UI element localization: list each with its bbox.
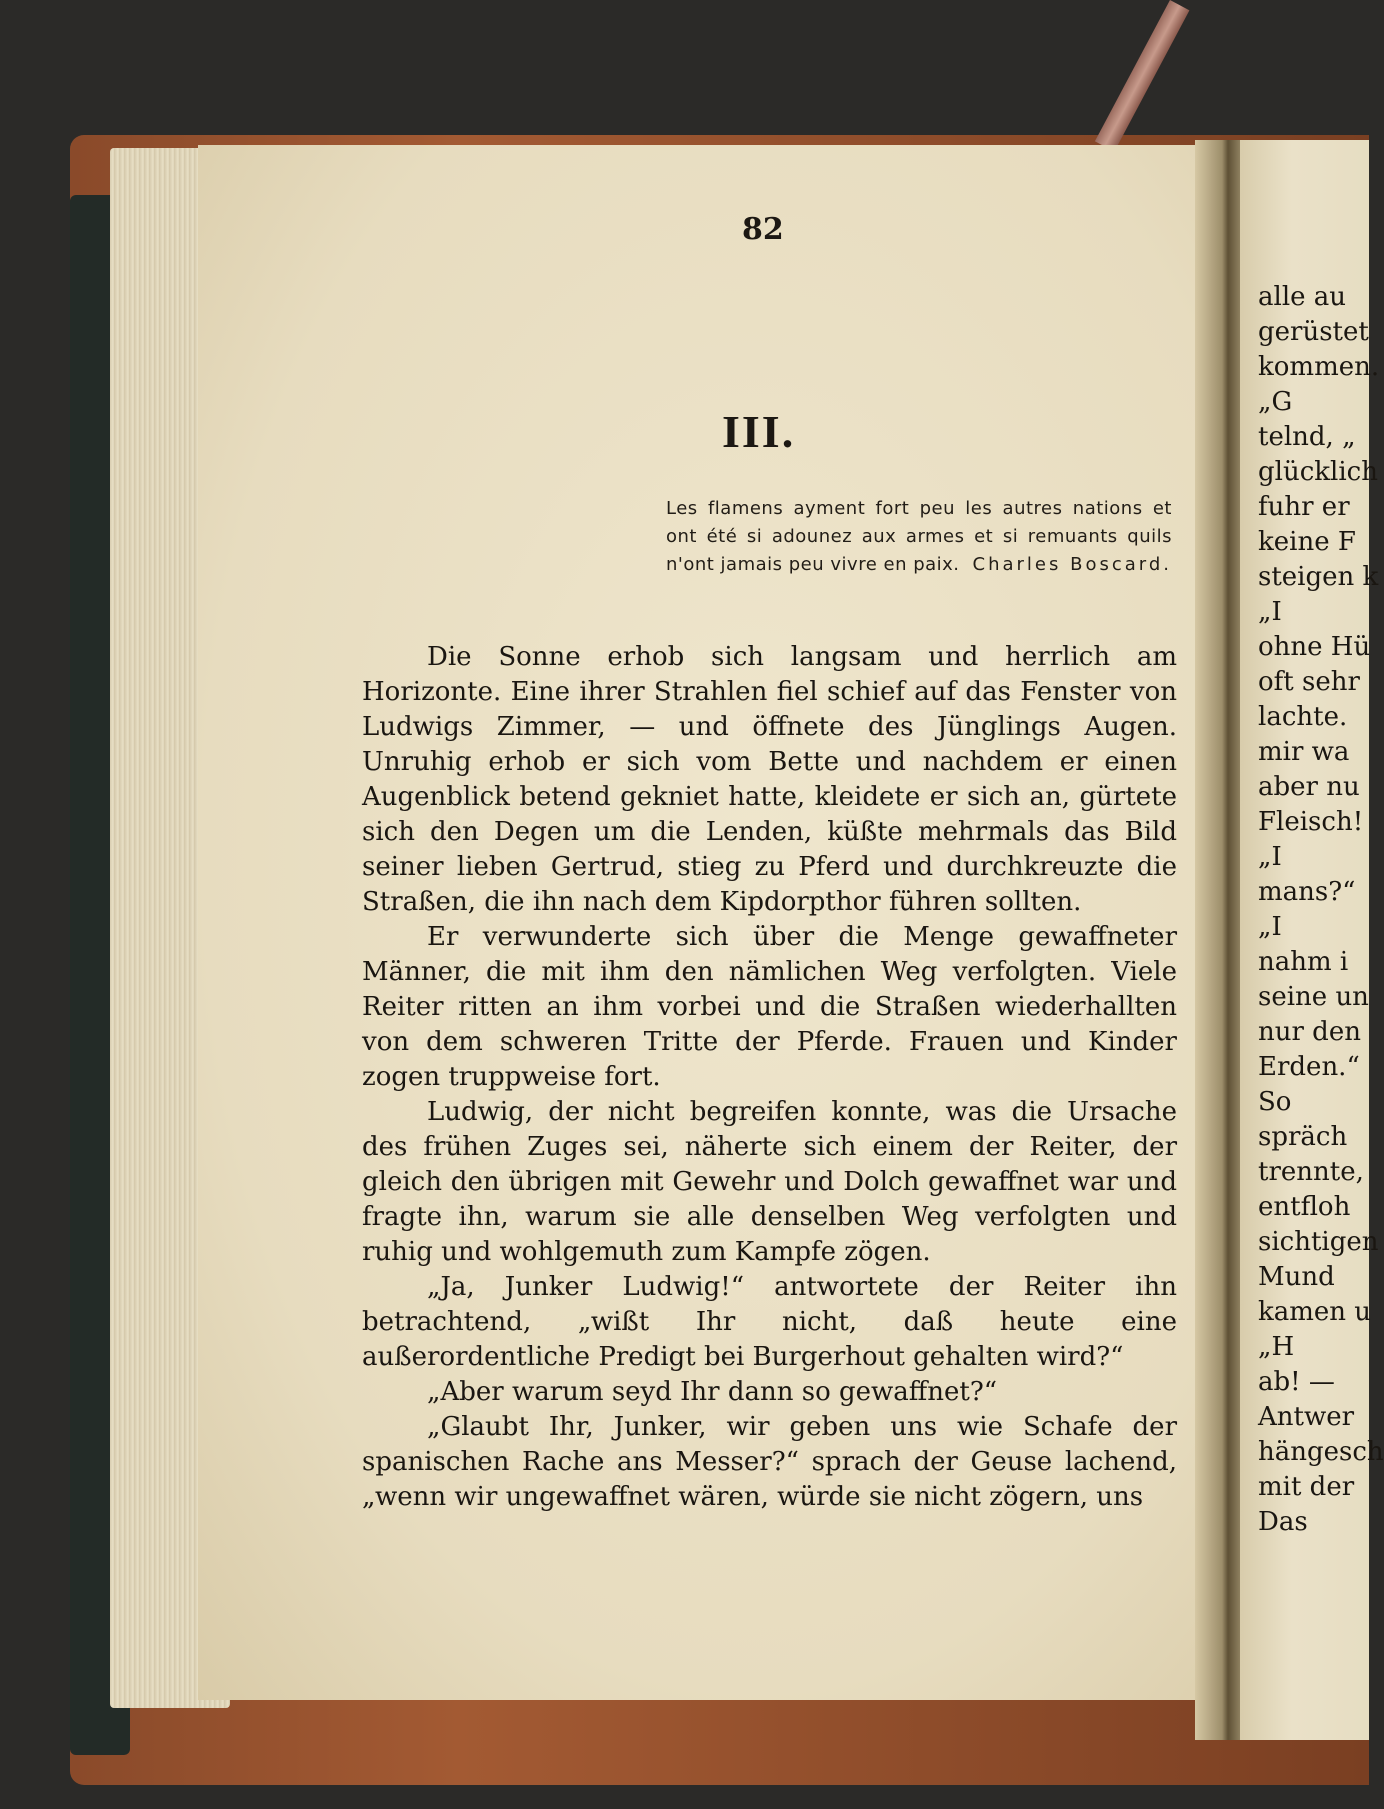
- facing-page-line: mit der: [1258, 1472, 1355, 1502]
- epigraph-text: Les flamens ayment fort peu les autres nations et ont été si adounez aux armes et si remuants quils n'ont jamais peu vivre en paix.: [666, 498, 1172, 575]
- facing-page-line: Antwer: [1258, 1402, 1355, 1432]
- facing-page-line: glücklich: [1258, 457, 1378, 487]
- facing-page-line: „I: [1258, 597, 1282, 627]
- facing-page-line: oft sehr: [1258, 667, 1360, 697]
- chapter-title: III.: [722, 406, 796, 457]
- facing-page-line: mir wa: [1258, 737, 1350, 767]
- facing-page-line: So: [1258, 1087, 1292, 1117]
- facing-page-line: trennte,: [1258, 1157, 1364, 1187]
- facing-page-line: keine F: [1258, 527, 1356, 557]
- facing-page-line: alle au: [1258, 282, 1347, 312]
- facing-page-line: Fleisch!: [1258, 807, 1364, 837]
- facing-page-line: lachte.: [1258, 702, 1348, 732]
- paragraph: „Glaubt Ihr, Junker, wir geben uns wie Schafe der spanischen Rache ans Messer?“ sprach der Geuse lachend, „wenn wir ungewaffnet wären, würde sie nicht zögern, uns: [362, 1412, 1177, 1512]
- epigraph: [666, 495, 1172, 579]
- facing-page-line: steigen k: [1258, 562, 1379, 592]
- facing-page-line: gerüstet: [1258, 317, 1369, 347]
- page-number: 82: [742, 212, 784, 247]
- facing-page-line: „I: [1258, 912, 1282, 942]
- body-text: [362, 640, 1177, 1515]
- facing-page-line: ohne Hü: [1258, 632, 1371, 662]
- facing-page-line: fuhr er: [1258, 492, 1350, 522]
- facing-page-line: kommen.: [1258, 352, 1380, 382]
- facing-page-line: „H: [1258, 1332, 1295, 1362]
- facing-page-line: Mund: [1258, 1262, 1335, 1292]
- paragraph: „Aber warum seyd Ihr dann so gewaffnet?“: [427, 1377, 998, 1407]
- facing-page-line: kamen u: [1258, 1297, 1372, 1327]
- facing-page-line: ab! —: [1258, 1367, 1335, 1397]
- facing-page-line: „G: [1258, 387, 1293, 417]
- facing-page-line: hängesch: [1258, 1437, 1384, 1467]
- facing-page-line: seine un: [1258, 982, 1369, 1012]
- facing-page-line: sichtigen: [1258, 1227, 1379, 1257]
- paragraph: Ludwig, der nicht begreifen konnte, was die Ursache des frühen Zuges sei, näherte sich einem der Reiter, der gleich den übrigen mit Gewehr und Dolch gewaffnet war und fragte ihn, warum sie alle denselben Weg verfolgten und ruhig und wohlgemuth zum Kampfe zögen.: [362, 1097, 1177, 1267]
- facing-page-text: [1258, 280, 1384, 1540]
- bookmark-ribbon: [1095, 0, 1190, 152]
- facing-page-line: nur den: [1258, 1017, 1361, 1047]
- paragraph: Er verwunderte sich über die Menge gewaffneter Männer, die mit ihm den nämlichen Weg verfolgten. Viele Reiter ritten an ihm vorbei und die Straßen wiederhallten von dem schweren Tritte der Pferde. Frauen und Kinder zogen truppweise fort.: [362, 922, 1177, 1092]
- facing-page-line: Das: [1258, 1507, 1308, 1537]
- facing-page-line: spräch: [1258, 1122, 1348, 1152]
- epigraph-author: Charles Boscard.: [972, 554, 1172, 575]
- facing-page-line: aber nu: [1258, 772, 1360, 802]
- facing-page-line: „I: [1258, 842, 1282, 872]
- facing-page-line: entfloh: [1258, 1192, 1351, 1222]
- facing-page-line: Erden.“: [1258, 1052, 1360, 1082]
- paragraph: Die Sonne erhob sich langsam und herrlich am Horizonte. Eine ihrer Strahlen fiel schief auf das Fenster von Ludwigs Zimmer, — und öffnete des Jünglings Augen. Unruhig erhob er sich vom Bette und nachdem er einen Augenblick betend gekniet hatte, kleidete er sich an, gürtete sich den Degen um die Lenden, küßte mehrmals das Bild seiner lieben Gertrud, stieg zu Pferd und durchkreuzte die Straßen, die ihn nach dem Kipdorpthor führen sollten.: [362, 642, 1177, 917]
- facing-page-line: telnd, „: [1258, 422, 1356, 452]
- facing-page-line: nahm i: [1258, 947, 1349, 977]
- paragraph: „Ja, Junker Ludwig!“ antwortete der Reiter ihn betrachtend, „wißt Ihr nicht, daß heute eine außerordentliche Predigt bei Burgerhout gehalten wird?“: [362, 1272, 1177, 1372]
- facing-page-line: mans?“: [1258, 877, 1356, 907]
